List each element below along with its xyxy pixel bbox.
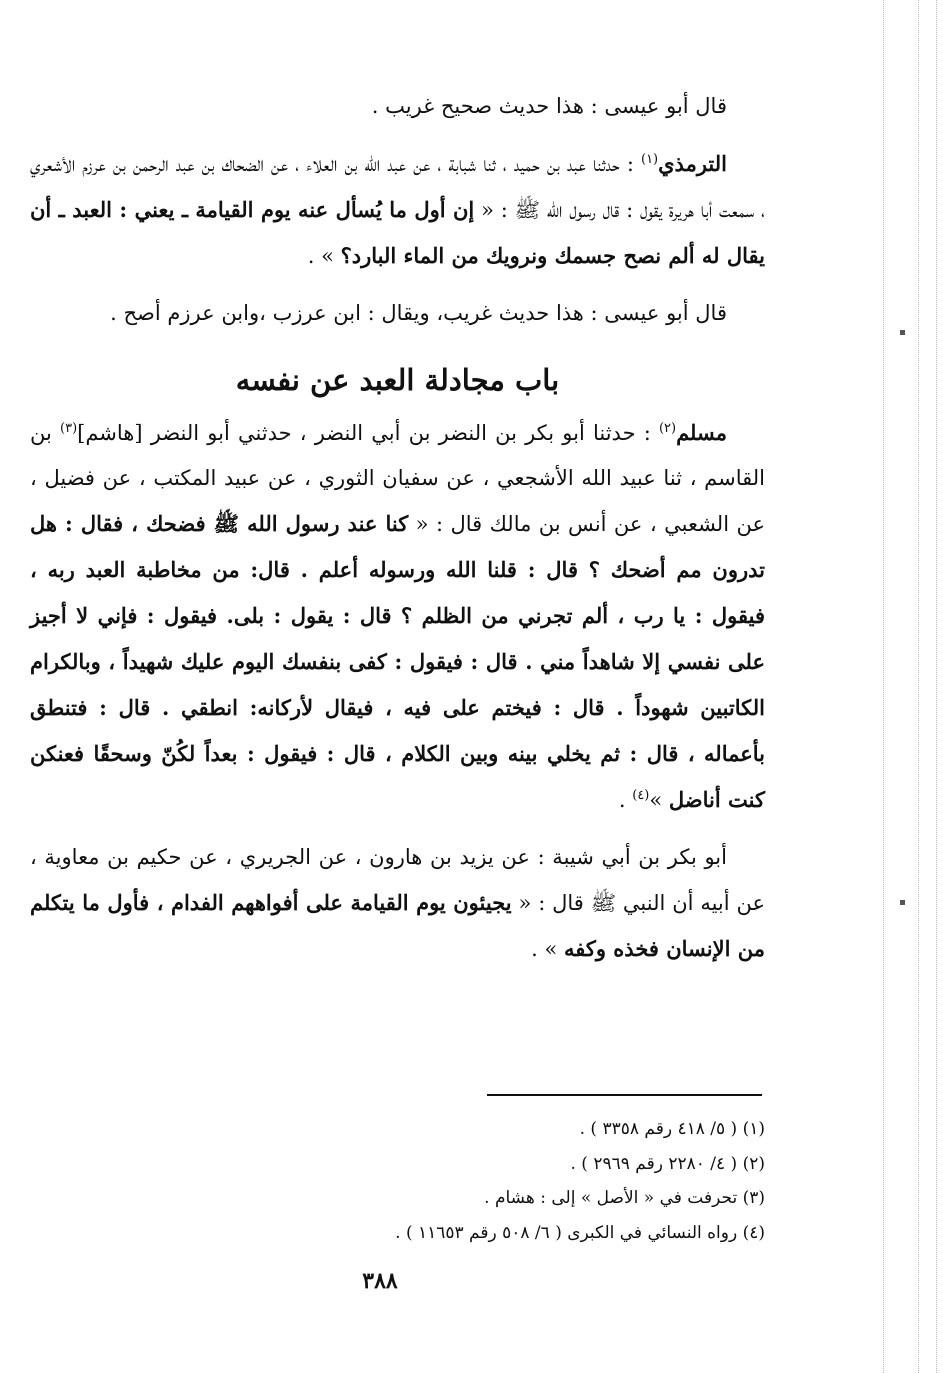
book-page-body xyxy=(30,84,765,972)
isnad-text: أبو بكر بن أبي شيبة : عن يزيد بن هارون ، عن الجريري ، عن حكيم بن معاوية ، عن أبيه أن النبي ﷺ قال : « xyxy=(30,845,765,915)
muslim-hadith-paragraph xyxy=(30,410,765,823)
hadith-text: إن أول ما يُسأل عنه يوم القيامة ـ يعني : العبد ـ أن يقال له ألم نصح جسمك ونرويك من الماء البارد؟ xyxy=(30,197,765,268)
footnote-ref-3: (٣) xyxy=(60,421,78,436)
source-name-muslim: مسلم xyxy=(676,420,727,445)
source-name-tirmidhi: الترمذي xyxy=(658,151,727,176)
hadith-text: كنا عند رسول الله ﷺ فضحك ، فقال : هل تدرون مم أضحك ؟ قال : قلنا الله ورسوله أعلم . قال: من مخاطبة العبد ربه ، فيقول : يا رب ، ألم تجرني من الظلم ؟ قال : يقول : بلى. فيقول : فإني لا أجيز على نفسي إلا شاهداً مني . قال : فيقول : كفى بنفسك اليوم عليك شهيداً ، وبالكرام الكاتبين شهوداً . قال : فيختم على فيه ، فيقال لأركانه: انطقي . قال : فتنطق بأعماله ، قال : ثم يخلي بينه وبين الكلام ، قال : فيقول : بعداً لكُنّ وسحقًا فعنكن كنت أناضل xyxy=(30,511,766,812)
isnad-text: : حدثنا عبد بن حميد ، ثنا شبابة ، عن عبد الله بن العلاء ، عن الضحاك بن عبد الرحمن بن عرزم الأشعري ، سمعت أبا هريرة يقول : قال رسول الله ﷺ : « xyxy=(30,152,765,222)
scan-artifact-line xyxy=(918,0,919,1373)
hadith-close: » . xyxy=(307,244,341,268)
page-number: ٣٨٨ xyxy=(362,1268,398,1294)
tirmidhi-verdict-2: قال أبو عيسى : هذا حديث غريب، ويقال : ابن عرزب ،وابن عرزم أصح . xyxy=(110,301,727,325)
scan-artifact-dot xyxy=(900,900,905,905)
hadith-close: » . xyxy=(531,937,564,961)
footnote-1: (١) ( ٥/ ٤١٨ رقم ٣٣٥٨ ) . xyxy=(579,1119,765,1139)
tirmidhi-hadith-paragraph xyxy=(30,141,765,279)
footnote-ref-4: (٤) xyxy=(632,788,650,803)
footnote-3: (٣) تحرفت في « الأصل » إلى : هشام . xyxy=(484,1188,765,1208)
paragraph-end: . xyxy=(618,788,633,812)
footnote-separator xyxy=(487,1094,762,1096)
hadith-text: يجيئون يوم القيامة على أفواههم الفدام ، فأول ما يتكلم من الإنسان فخذه وكفه xyxy=(30,890,765,961)
chapter-title: باب مجادلة العبد عن نفسه xyxy=(235,363,560,397)
scan-artifact-dot xyxy=(900,330,905,335)
footnote-4: (٤) رواه النسائي في الكبرى ( ٦/ ٥٠٨ رقم ١١٦٥٣ ) . xyxy=(395,1222,765,1243)
scan-artifact-line xyxy=(936,0,937,1373)
isnad-text-a: : حدثنا أبو بكر بن النضر بن أبي النضر ، حدثني أبو النضر [هاشم] xyxy=(77,421,659,445)
footnote-ref-1: (١) xyxy=(640,152,659,167)
abu-bakr-hadith-paragraph xyxy=(30,835,765,972)
footnotes-block xyxy=(60,1112,765,1250)
hadith-close: » xyxy=(649,788,669,812)
footnote-2: (٢) ( ٤/ ٢٢٨٠ رقم ٢٩٦٩ ) . xyxy=(570,1153,765,1174)
footnote-ref-2: (٢) xyxy=(658,421,677,436)
scan-artifact-line xyxy=(883,0,884,1373)
isnad-text-b: بن القاسم ، ثنا عبيد الله الأشجعي ، عن سفيان الثوري ، عن عبيد المكتب ، عن فضيل ، عن الشعبي ، عن أنس بن مالك قال : « xyxy=(30,421,765,536)
tirmidhi-verdict-1: قال أبو عيسى : هذا حديث صحيح غريب . xyxy=(371,94,727,118)
